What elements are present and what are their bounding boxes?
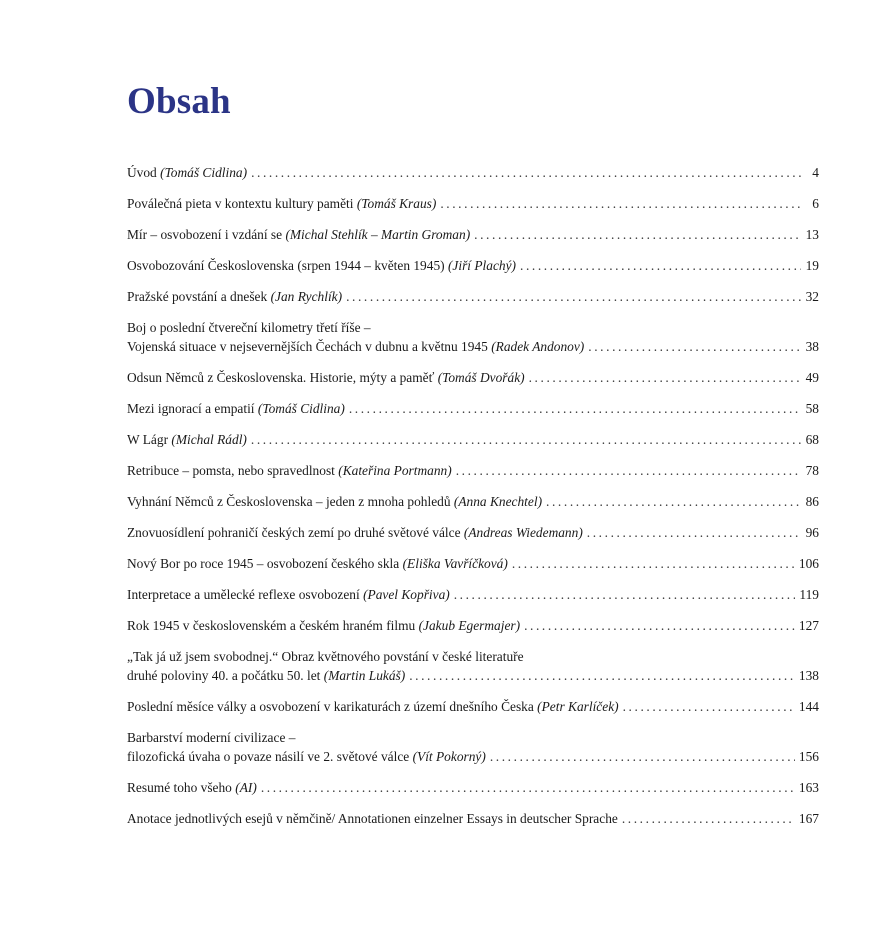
page-title: Obsah (127, 81, 231, 122)
toc-entry-title-line: Barbarství moderní civilizace – (127, 730, 296, 745)
toc-entry-text (127, 256, 516, 275)
toc-entry-author: (Petr Karlíček) (537, 699, 619, 714)
toc-entry-title: Resumé toho všeho (127, 780, 232, 795)
toc-entry (127, 728, 819, 766)
toc-entry (127, 399, 819, 418)
toc-entry (127, 809, 819, 828)
toc-entry-line (127, 585, 819, 604)
toc-entry-author: (Andreas Wiedemann) (463, 525, 583, 540)
toc-entry (127, 697, 819, 716)
toc-entry (127, 163, 819, 182)
toc-entry-text (127, 163, 247, 182)
toc-entry-page-number: 49 (805, 370, 819, 385)
toc-entry-text (127, 492, 542, 511)
toc-entry (127, 318, 819, 356)
toc-entry-text (127, 368, 525, 387)
dot-leader (490, 747, 795, 766)
toc-entry-title: Vojenská situace v nejsevernějších Čechách v dubnu a květnu 1945 (127, 339, 488, 354)
toc-entry-line (127, 256, 819, 275)
toc-entry-text (127, 523, 583, 542)
toc-entry-text (127, 616, 520, 635)
toc-entry-line (127, 809, 819, 828)
toc-entry (127, 585, 819, 604)
toc-entry-title: Mír – osvobození i vzdání se (127, 227, 283, 242)
dot-leader (456, 461, 801, 480)
dot-leader (454, 585, 796, 604)
toc-entry-title: Osvobozování Československa (srpen 1944 – květen 1945) (127, 258, 445, 273)
toc-entry-page-number: 119 (799, 587, 819, 602)
toc-entry-page-number: 19 (805, 258, 819, 273)
toc-entry-text (127, 747, 486, 766)
toc-entry-author: (Martin Lukáš) (323, 668, 406, 683)
toc-entry-title: Úvod (127, 165, 157, 180)
toc-entry-author: (Vít Pokorný) (412, 749, 486, 764)
toc-entry-text (127, 778, 257, 797)
toc-entry-page-number: 138 (798, 668, 819, 683)
toc-entry-page-number: 167 (798, 811, 819, 826)
dot-leader (251, 163, 801, 182)
dot-leader (529, 368, 801, 387)
toc-entry (127, 225, 819, 244)
toc-entry-line (127, 287, 819, 306)
toc-entry-page-number: 96 (805, 525, 819, 540)
toc-entry-title-line: „Tak já už jsem svobodnej.“ Obraz květnového povstání v české literatuře (127, 649, 524, 664)
toc-entry-author: (Jakub Egermajer) (418, 618, 521, 633)
toc-entry-author: (Michal Rádl) (171, 432, 247, 447)
toc-entry-page-number: 156 (798, 749, 819, 764)
toc-entry-text (127, 697, 619, 716)
toc-entry-page-number: 68 (805, 432, 819, 447)
toc-entry-title: Interpretace a umělecké reflexe osvobození (127, 587, 360, 602)
toc-entry-text (127, 666, 405, 685)
toc-entry (127, 778, 819, 797)
toc-entry-text (127, 287, 342, 306)
toc-entry-page-number: 127 (798, 618, 819, 633)
toc-entry-author: (Tomáš Kraus) (356, 196, 437, 211)
dot-leader (546, 492, 801, 511)
toc-entry-author: (Radek Andonov) (491, 339, 585, 354)
toc-entry (127, 554, 819, 573)
toc-entry-title: druhé poloviny 40. a počátku 50. let (127, 668, 321, 683)
toc-entry-title: Nový Bor po roce 1945 – osvobození českého skla (127, 556, 400, 571)
toc-entry-author: (Tomáš Cidlina) (160, 165, 248, 180)
toc-entry-author: (Jan Rychlík) (270, 289, 343, 304)
dot-leader (409, 666, 795, 685)
toc-entry-text (127, 461, 452, 480)
table-of-contents (127, 163, 819, 840)
dot-leader (474, 225, 801, 244)
toc-entry-page-number: 106 (798, 556, 819, 571)
toc-entry-text (127, 809, 618, 828)
toc-entry-text (127, 399, 345, 418)
toc-entry-author: (Tomáš Dvořák) (437, 370, 525, 385)
toc-entry-page-number: 86 (805, 494, 819, 509)
toc-entry (127, 194, 819, 213)
toc-entry-title: filozofická úvaha o povaze násilí ve 2. světové válce (127, 749, 410, 764)
toc-entry-author: (Anna Knechtel) (453, 494, 543, 509)
toc-entry-title: Poslední měsíce války a osvobození v karikaturách z území dnešního Česka (127, 699, 534, 714)
toc-entry-title: Vyhnání Němců z Československa – jeden z mnoha pohledů (127, 494, 451, 509)
toc-entry-line (127, 523, 819, 542)
toc-entry-author: (Kateřina Portmann) (338, 463, 452, 478)
toc-entry-page-number: 4 (812, 165, 819, 180)
toc-entry-title: Odsun Němců z Československa. Historie, mýty a paměť (127, 370, 435, 385)
toc-entry-title: Pražské povstání a dnešek (127, 289, 268, 304)
toc-entry-line (127, 697, 819, 716)
toc-entry (127, 523, 819, 542)
toc-entry-page-number: 13 (805, 227, 819, 242)
toc-entry-line (127, 337, 819, 356)
toc-entry-title: W Lágr (127, 432, 169, 447)
toc-entry-line (127, 492, 819, 511)
toc-entry-author: (Eliška Vavříčková) (402, 556, 508, 571)
dot-leader (623, 697, 795, 716)
toc-entry (127, 647, 819, 685)
toc-entry-page-number: 58 (805, 401, 819, 416)
toc-entry-text (127, 585, 450, 604)
toc-entry-page-number: 163 (798, 780, 819, 795)
toc-entry-line (127, 163, 819, 182)
toc-entry-line (127, 666, 819, 685)
toc-entry-line (127, 399, 819, 418)
toc-entry-page-number: 78 (805, 463, 819, 478)
toc-entry-page-number: 32 (805, 289, 819, 304)
toc-entry-page-number: 144 (798, 699, 819, 714)
toc-entry-title: Retribuce – pomsta, nebo spravedlnost (127, 463, 335, 478)
toc-entry-text (127, 194, 436, 213)
toc-entry-author: (Pavel Kopřiva) (363, 587, 450, 602)
toc-entry (127, 616, 819, 635)
dot-leader (440, 194, 801, 213)
dot-leader (512, 554, 795, 573)
toc-entry-line (127, 368, 819, 387)
toc-entry-line (127, 194, 819, 213)
toc-entry (127, 256, 819, 275)
toc-entry-author: (Jiří Plachý) (447, 258, 517, 273)
toc-entry (127, 430, 819, 449)
toc-entry (127, 461, 819, 480)
toc-entry (127, 492, 819, 511)
dot-leader (588, 337, 801, 356)
toc-entry-text (127, 225, 470, 244)
toc-entry (127, 287, 819, 306)
toc-entry-text (127, 554, 508, 573)
toc-entry-page-number: 6 (812, 196, 819, 211)
toc-entry-line (127, 778, 819, 797)
toc-entry-text (127, 430, 247, 449)
toc-entry-line (127, 616, 819, 635)
toc-entry-author: (Michal Stehlík – Martin Groman) (285, 227, 471, 242)
toc-entry-line (127, 554, 819, 573)
toc-entry-line (127, 430, 819, 449)
dot-leader (622, 809, 795, 828)
toc-entry-title: Znovuosídlení pohraničí českých zemí po druhé světové válce (127, 525, 461, 540)
toc-entry-line (127, 225, 819, 244)
dot-leader (349, 399, 801, 418)
toc-entry-line (127, 747, 819, 766)
toc-entry-title-line: Boj o poslední čtvereční kilometry třetí říše – (127, 320, 371, 335)
dot-leader (520, 256, 801, 275)
toc-entry (127, 368, 819, 387)
toc-entry-title: Anotace jednotlivých esejů v němčině/ Annotationen einzelner Essays in deutscher Sprache (127, 811, 618, 826)
dot-leader (346, 287, 801, 306)
dot-leader (587, 523, 801, 542)
toc-entry-line (127, 461, 819, 480)
toc-entry-title: Poválečná pieta v kontextu kultury paměti (127, 196, 354, 211)
dot-leader (524, 616, 795, 635)
toc-entry-author: (Tomáš Cidlina) (257, 401, 345, 416)
toc-entry-page-number: 38 (805, 339, 819, 354)
dot-leader (251, 430, 801, 449)
dot-leader (261, 778, 795, 797)
toc-entry-text (127, 337, 584, 356)
toc-entry-author: (AI) (235, 780, 257, 795)
toc-entry-title: Mezi ignorací a empatií (127, 401, 255, 416)
toc-entry-title: Rok 1945 v československém a českém hraném filmu (127, 618, 416, 633)
